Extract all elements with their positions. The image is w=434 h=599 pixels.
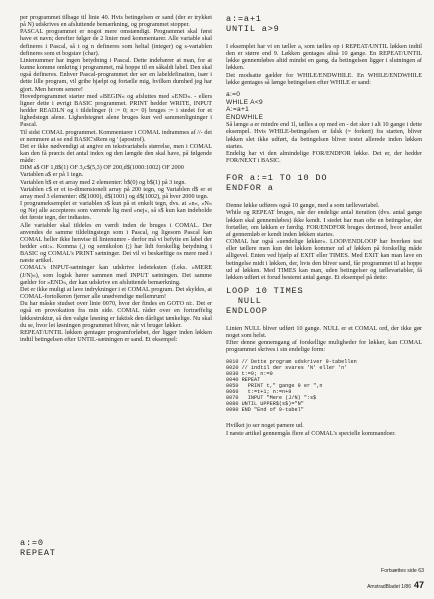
code-line: ENDWHILE: [226, 113, 264, 121]
paragraph: Du har måske studset over linie 0070, hvor der findes en GOTO ni:. Det er også en provokation fra min side. COMAL råder over en fortræffelig løkkestruktur, så den valgte løsning er faktisk den dårligst tænkelige. Nu skal du se, hvor let løsningen programmet bliver, når vi bruger løkker.: [20, 300, 212, 329]
paragraph: Hovedprogrammet starter med »BEGIN« og afsluttes med »END«. - ellers ligner dette i øvrigt BASIC programmet. PRINT hedder WRITE, INPUT hedder READLN og i tildelinger (t := 0; n:= 0) bruges := i stedet for et lighedstegn alene. Lighedstegnet alene bruges kun ved sammenligninger i Pascal.: [20, 92, 212, 129]
paragraph: Det modsatte gælder for WHILE/ENDWHILE. En WHILE/ENDWHILE løkke gentages så længe betingelsen efter WHILE er sand:: [226, 71, 422, 86]
paragraph: Så længe a er mindre end 1l, tælles a op med en - det sker i alt 10 gange i dette eksempel. Hvis WHILE-betingelsen er falsk (= forkert) fra starten, bliver løkken slet ikke udført, da betingelsen bliver testet allerede inden løkken startes.: [226, 121, 422, 150]
listing-line: 0080 UNTIL UPPER$(s$)="N": [226, 401, 304, 408]
code-line: WHILE A<9: [226, 98, 263, 106]
code-line: a:=a+1: [226, 14, 262, 24]
paragraph: Variablen c$ er et to-dimensionelt array på 200 tegn, og Variablen d$ er et array med 3 elementer: d$(1000), d$(1001) og d$(1002), på hver 2000 tegn.: [20, 185, 212, 200]
paragraph: COMAL's INPUT-sætninger kan udskrive ledeteksten (f.eks. »MERE (J/N)«), som logisk hører sammen med INPUT sætningen. Det samme gælder for »END«, der kan udskrive en afsluttende bemærkning.: [20, 264, 212, 286]
code-line: A:=a+1: [226, 106, 250, 114]
code-line: a:=0: [226, 90, 241, 98]
paragraph: PASCAL programmet er nogot mere omstændigt. Programmet skal først have et navn; derefter følger de 2 linier med kommentarer. Alle variable skal defineres i Pascal, så t og n defineres som heltal (integer) og s-variablen defineres som et bogstav (char).: [20, 28, 212, 57]
page-footer: [367, 568, 424, 593]
page-number: 47: [413, 580, 424, 590]
listing-line: 0010 // Dette program udskriver 9-tabellen: [226, 358, 357, 365]
paragraph: Variablen a$ er på 1 tegn.: [20, 171, 84, 179]
listing-line: 0050 PRINT t," gange 9 er ",n: [226, 382, 323, 389]
paragraph: Til sidst COMAL programmet. Kommentarer i COMAL indrammes af //- det er nemmere at se end BASIC'sRem og ' (apostrof).: [20, 128, 212, 143]
paragraph: I næste artikel gennemgås flere af COMAL's specielle kommandoer.: [226, 429, 396, 437]
code-block-loop: [226, 286, 422, 316]
left-paragraphs: [20, 14, 212, 343]
magazine-name: AmstradBladet 1/86: [367, 584, 411, 590]
paragraph: COMAL har også »uendelige løkker«. LOOP/ENDLOOP har hverken test eller tællere men kun det løkken kommer ud af løkken på forskellig måde alligevel. Enten ved hjælp af EXIT eller TIMES. Med EXIT kan man lave en betingelse midt i løkken, der, hvis den bliver sand, får programmet til at hoppe ud af løkken. Med TIMES kan man, uden betingelser og tællevariabler, få løkken udført et forud bestemt antal gange. Et eksempel på dette:: [226, 238, 422, 281]
paragraph: Denne løkke udføres også 10 gange, med a som tællevariabel.: [226, 202, 380, 210]
code-line: NULL: [226, 295, 262, 306]
listing-line: 0070 INPUT "Mere (J/N) ":s$: [226, 395, 317, 402]
paragraph: Det er ikke muligt at lave indrykninger i et COMAL program. Det skyldes, at COMAL-fortolkeren fjerner alle unødvendige mellemrum!: [20, 285, 212, 301]
paragraph: I programeksemplet er variablen s$ kun på et enkelt tegn, dvs. at »n«, »N« og Nej alle accepteres som værende lig med »nej«, så s$ kun kan indeholde det første tegn, der indtastes.: [20, 200, 212, 222]
code-line: REPEAT: [20, 548, 56, 558]
code-block-while: [226, 91, 422, 121]
code-line: LOOP 10 TIMES: [226, 285, 304, 296]
paragraph: Linienummer har ingen betydning i Pascal. Dette indebærer at man, for at kunne komme omkring i programmet, må hoppe til en såkaldt label. Den skal også defineres. Enhver Pascal-programmet der ser en labeldefination, især i dette lille program, vil gribe hjælpt og fortælle mig, hvilken dumhed jeg har gjort. Men herom senere!: [20, 56, 212, 93]
code-block-for: [226, 173, 422, 193]
continued-note: Fortsættes side 63: [381, 568, 424, 574]
listing-line: 0030 t:=0; n:=0: [226, 370, 273, 377]
paragraph: Det er ikke nødvendigt at angive en tekstvariabels størrelse, men i COMAL kan den få præcis det antal index og den længde den skal have, på følgende måde:: [20, 142, 212, 165]
listing-line: 0060 t:=t+1; n:=n+9: [226, 389, 292, 396]
left-column: [20, 14, 212, 343]
listing-line: 0090 END "End of 9-tabel": [226, 407, 304, 414]
paragraph: I eksemplet har vi en tæller a, som tælles op i REPEAT/UNTIL løkken indtil den er større end 9. Løkken gentages altså 10 gange. En REPEAT/UNTIL løkke gennemløbes altid mindst en gang, da betingelsen ligger i slutningen af løkken.: [226, 43, 422, 72]
paragraph: Alle variabler skal tildeles en værdi inden de bruges i COMAL. Der anvendes de samme tildelingstegn som i Pascal, og ligesom Pascal kan COMAL heller ikke henvise til linienumre - derfor må vi befytte en label der hedder »ni:«. Komma (,) og semikolon (;) har lidt forskellig betydning i BASIC og COMAL's PRINT sætninger. Det vil vi beskæftige os mere med i næste artikel.: [20, 221, 212, 265]
code-block-repeat: [226, 14, 422, 34]
code-line: a:=0: [20, 538, 44, 548]
left-code-block: [20, 538, 56, 558]
listing-line: 0040 REPEAT: [226, 376, 261, 383]
paragraph: per programmet tilbage til linie 40. Hvis betingelsen er sand (der er trykket på N) udskrives en afsluttende bemærkning, og programmet stopper.: [20, 14, 212, 29]
code-line: ENDLOOP: [226, 305, 268, 316]
paragraph: Efter denne gennemgang af forskellige muligheder for løkker, kan COMAL programmet skrives i sin endelige form:: [226, 339, 422, 354]
paragraph: Linien NULL bliver udført 10 gange. NULL er et COMAL ord, der ikke gør noget som helst.: [226, 324, 422, 340]
code-line: FOR a:=1 TO 10 DO: [226, 173, 328, 184]
right-column: [226, 14, 422, 437]
code-line: ENDFOR a: [226, 183, 274, 194]
paragraph: Hvilket jo ser noget pænere ud.: [226, 422, 304, 430]
paragraph: While og REPEAT bruges, når der endelige antal iteration (dvs. antal gange løkken skal gennemløbes) ikke kendt. I stedet har man ofte en betingelse, der fortæller, om løkken er færdig. FOR/ENDFOR bruges derimod, hvor antallet af gennemløb er kendt inden løkken startes.: [226, 209, 422, 238]
listing-line: 0020 // indtil der svares 'N' eller 'n': [226, 364, 348, 371]
code-listing: [226, 359, 422, 414]
code-line: UNTIL a>9: [226, 24, 280, 34]
paragraph: REPEAT/UNTIL løkken gentager programforløbet, der ligger inden løkken indtil betingelsen efter UNTIL-sætningen er sand. Et eksempel:: [20, 328, 212, 344]
paragraph: Endelig har vi den almindelige FOR/ENDFOR løkke. Det er, der hedder FOR/NEXT i BASIC.: [226, 149, 422, 165]
paragraph: DIM a$ OF 1,8$(1) OF 3,c$(5,3) OF 200,d$(1000:1002) OF 2000: [20, 164, 184, 172]
paragraph: Variablen b$ er et array med 2 elementer: b$(0) og b$(1) på 3 tegn.: [20, 178, 186, 186]
